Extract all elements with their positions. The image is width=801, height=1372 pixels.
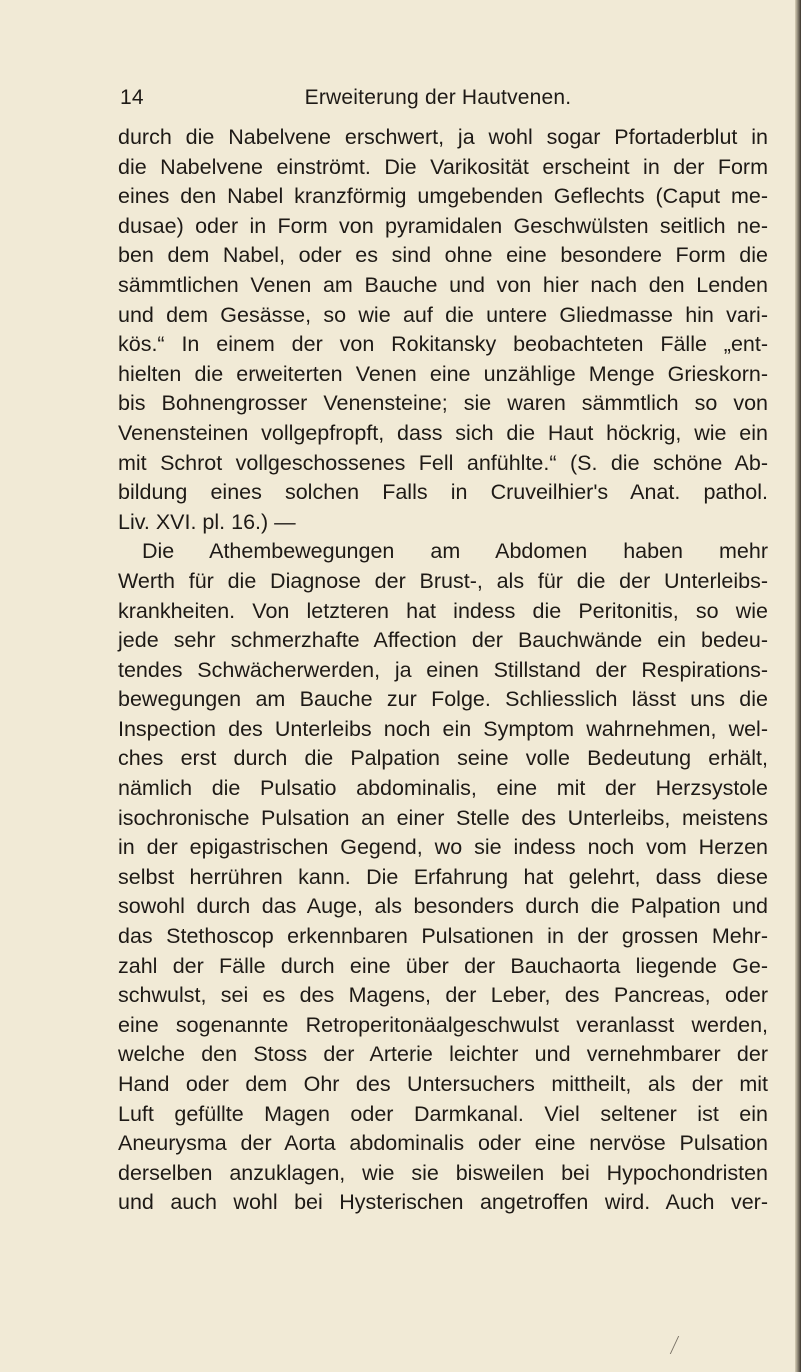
text-line: ben dem Nabel, oder es sind ohne eine besondere Form die	[118, 243, 768, 268]
text-line: zahl der Fälle durch eine über der Bauchaorta liegende Ge-	[118, 953, 768, 978]
text-line: Liv. XVI. pl. 16.) —	[118, 509, 296, 534]
text-line: hielten die erweiterten Venen eine unzählige Menge Grieskorn-	[118, 361, 768, 386]
running-title: Erweiterung der Hautvenen.	[304, 86, 572, 109]
text-line: sowohl durch das Auge, als besonders durch die Palpation und	[118, 894, 768, 919]
paragraph-first-line: Die Athembewegungen am Abdomen haben mehr	[142, 539, 768, 564]
text-line: derselben anzuklagen, wie sie bisweilen bei Hypochondristen	[118, 1160, 768, 1185]
text-line: in der epigastrischen Gegend, wo sie indess noch vom Herzen	[118, 835, 768, 860]
text-line: und auch wohl bei Hysterischen angetroffen wird. Auch ver-	[118, 1190, 768, 1215]
text-line: sämmtlichen Venen am Bauche und von hier nach den Lenden	[118, 272, 768, 297]
text-line: isochronische Pulsation an einer Stelle des Unterleibs, meistens	[118, 805, 768, 830]
text-line: ches erst durch die Palpation seine volle Bedeutung erhält,	[118, 746, 768, 771]
text-line: selbst herrühren kann. Die Erfahrung hat gelehrt, dass diese	[118, 864, 768, 889]
text-line: Venensteinen vollgepfropft, dass sich die Haut höckrig, wie ein	[118, 420, 768, 445]
text-line: Hand oder dem Ohr des Untersuchers mittheilt, als der mit	[118, 1072, 768, 1096]
text-line: durch die Nabelvene erschwert, ja wohl sogar Pfortaderblut in	[118, 125, 768, 149]
text-line: nämlich die Pulsatio abdominalis, eine mit der Herzsystole	[118, 776, 768, 801]
text-line: mit Schrot vollgeschossenes Fell anfühlte.“ (S. die schöne Ab-	[118, 450, 768, 475]
text-line: krankheiten. Von letzteren hat indess die Peritonitis, so wie	[118, 598, 768, 623]
text-line: Inspection des Unterleibs noch ein Symptom wahrnehmen, wel-	[118, 716, 768, 741]
text-line: schwulst, sei es des Magens, der Leber, des Pancreas, oder	[118, 983, 768, 1008]
body-text	[118, 123, 768, 1218]
page-header	[118, 86, 758, 116]
text-line: und dem Gesässe, so wie auf die untere Gliedmasse hin vari-	[118, 302, 768, 327]
text-line: jede sehr schmerzhafte Affection der Bauchwände ein bedeu-	[118, 628, 768, 653]
text-line: dusae) oder in Form von pyramidalen Geschwülsten seitlich ne-	[118, 213, 768, 238]
text-line: Aneurysma der Aorta abdominalis oder eine nervöse Pulsation	[118, 1131, 768, 1156]
page-edge-shadow	[795, 0, 801, 1372]
text-line: bis Bohnengrosser Venensteine; sie waren sämmtlich so von	[118, 391, 768, 416]
text-line: kös.“ In einem der von Rokitansky beobachteten Fälle „ent-	[118, 332, 768, 357]
text-line: Luft gefüllte Magen oder Darmkanal. Viel seltener ist ein	[118, 1101, 768, 1126]
text-line: eine sogenannte Retroperitonäalgeschwulst veranlasst werden,	[118, 1012, 768, 1037]
stray-pencil-mark	[670, 1336, 689, 1354]
text-line: eines den Nabel kranzförmig umgebenden Geflechts (Caput me-	[118, 184, 768, 209]
text-line: welche den Stoss der Arterie leichter und vernehmbarer der	[118, 1042, 768, 1067]
text-line: bewegungen am Bauche zur Folge. Schliesslich lässt uns die	[118, 687, 768, 712]
text-line: Werth für die Diagnose der Brust-, als für die der Unterleibs-	[118, 568, 768, 593]
text-line: tendes Schwächerwerden, ja einen Stillstand der Respirations-	[118, 657, 768, 682]
text-line: das Stethoscop erkennbaren Pulsationen in der grossen Mehr-	[118, 924, 768, 949]
text-line: die Nabelvene einströmt. Die Varikosität erscheint in der Form	[118, 154, 768, 179]
text-line: bildung eines solchen Falls in Cruveilhier's Anat. pathol.	[118, 480, 768, 505]
page-number: 14	[120, 86, 144, 109]
